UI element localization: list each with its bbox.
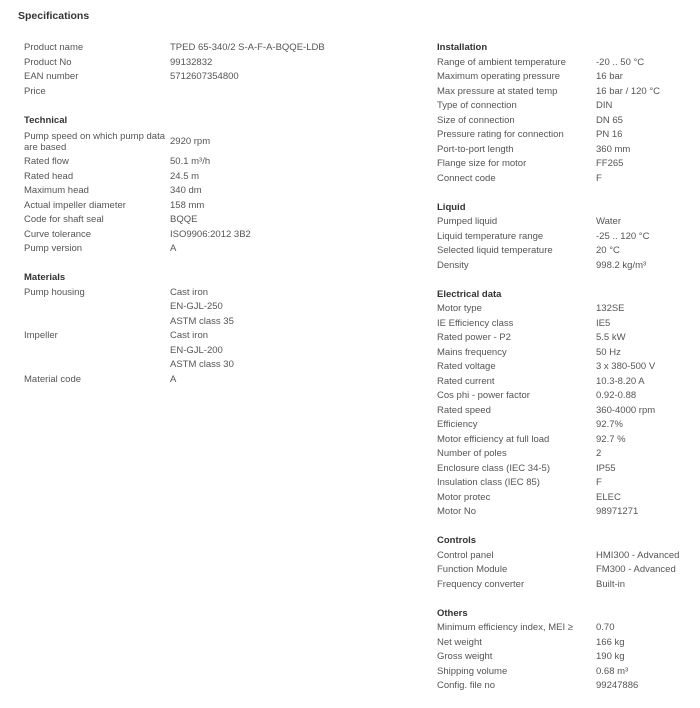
spec-row [24,56,404,71]
spec-row [437,636,699,651]
spec-value: FM300 - Advanced [596,564,676,575]
spec-value: HMI300 - Advanced [596,549,680,561]
spec-row [437,476,699,491]
spec-label: Rated head [24,170,74,182]
spec-value: TPED 65-340/2 S-A-F-A-BQQE-LDB [170,42,325,53]
spec-value: F [596,172,602,184]
spec-label: Motor efficiency at full load [437,433,550,445]
spec-value: 2920 rpm [170,136,211,147]
spec-label: Rated current [437,375,495,387]
spec-value: PN 16 [596,129,623,140]
spec-row [24,242,404,257]
left-spec-column [24,41,404,402]
spec-value: ISO9906:2012 3B2 [170,228,251,240]
spec-value: 92.7% [596,419,623,430]
spec-value: IE5 [596,317,611,329]
page-title: Specifications [18,10,90,22]
spec-label: Selected liquid temperature [437,245,553,256]
spec-label: Maximum head [24,185,89,196]
spec-row [437,563,699,578]
section-title: Installation [437,42,488,53]
spec-row [24,155,404,170]
spec-value: 10.3-8.20 A [596,375,645,387]
spec-value: -20 .. 50 °C [596,56,645,68]
spec-row [437,99,699,114]
spec-value: 5.5 kW [596,332,626,343]
spec-row [437,346,699,361]
spec-value: 132SE [596,303,625,314]
spec-label: Material code [24,373,82,385]
spec-value: 16 bar / 120 °C [596,85,661,97]
spec-value: DIN [596,100,613,111]
spec-row [437,143,699,158]
spec-row [437,302,699,317]
spec-label: Price [24,85,46,97]
spec-label: Gross weight [437,651,493,662]
spec-row [437,114,699,129]
spec-row [437,215,699,230]
spec-value: 50 Hz [596,346,621,358]
spec-label: Curve tolerance [24,228,92,240]
spec-value: Cast iron [170,330,209,341]
spec-value: 20 °C [596,245,620,256]
spec-value: 99132832 [170,56,213,68]
spec-label: Range of ambient temperature [437,56,566,68]
spec-label: Pump version [24,243,83,254]
spec-row [24,70,404,85]
spec-label: Product No [24,56,72,68]
section-technical [24,114,404,257]
spec-label: Net weight [437,636,482,648]
spec-label: Liquid temperature range [437,230,544,242]
spec-row [24,85,404,100]
spec-row [437,375,699,390]
spec-label: Density [437,259,469,271]
spec-value: 340 dm [170,185,202,196]
section-title: Materials [24,272,66,283]
section-general [24,41,404,99]
section-liquid [437,201,699,274]
spec-row [437,462,699,477]
spec-value: ELEC [596,491,621,503]
spec-label: Port-to-port length [437,143,514,155]
section-materials [24,271,404,387]
spec-value: BQQE [170,214,198,225]
spec-row [437,549,699,564]
spec-row [24,128,404,155]
spec-value: F [596,477,602,488]
spec-label: Motor No [437,506,477,517]
spec-value: 166 kg [596,636,625,648]
spec-row [437,244,699,259]
spec-row [24,329,404,373]
spec-row [437,85,699,100]
spec-row [437,56,699,71]
right-spec-column [437,41,699,708]
spec-label: Frequency converter [437,578,525,590]
spec-value: 3 x 380-500 V [596,361,656,372]
spec-value: Cast iron [170,286,209,298]
spec-value: Built-in [596,578,626,590]
spec-value: 5712607354800 [170,71,239,82]
section-title: Controls [437,535,477,546]
spec-label: Efficiency [437,419,478,430]
spec-label: Mains frequency [437,346,507,358]
spec-label: Connect code [437,172,496,184]
spec-row [437,621,699,636]
spec-value: ASTM class 30 [170,359,234,370]
spec-label: Rated speed [437,404,491,416]
spec-row [437,389,699,404]
spec-label: Type of connection [437,100,517,111]
spec-row [437,128,699,143]
spec-value: 0.68 m³ [596,665,629,677]
spec-value: 92.7 % [596,433,626,445]
spec-label: Enclosure class (IEC 34-5) [437,462,550,474]
spec-label: Motor type [437,303,482,314]
spec-row [437,578,699,593]
spec-row [437,360,699,375]
spec-value: Water [596,216,621,227]
section-title: Technical [24,114,68,126]
spec-label: Pump housing [24,286,85,298]
spec-label: Minimum efficiency index, MEI ≥ [437,622,573,633]
spec-row [437,505,699,520]
spec-row [24,199,404,214]
spec-row [437,317,699,332]
spec-label: Actual impeller diameter [24,199,126,211]
spec-row [437,491,699,506]
spec-label: Maximum operating pressure [437,71,561,82]
spec-label: EAN number [24,71,79,82]
spec-value: FF265 [596,158,624,169]
spec-row [24,228,404,243]
spec-label: Motor protec [437,491,491,503]
spec-value: -25 .. 120 °C [596,230,650,242]
spec-row [24,373,404,388]
section-others [437,607,699,694]
spec-label: Pump speed on which pump data are based [24,130,166,153]
motor-no-link[interactable]: 98971271 [596,506,639,517]
spec-row [437,447,699,462]
spec-label: Rated flow [24,156,69,167]
spec-row [437,259,699,274]
spec-label: IE Efficiency class [437,317,514,329]
spec-value: 16 bar [596,71,623,82]
spec-value: 998.2 kg/m³ [596,259,647,271]
spec-row [24,213,404,228]
spec-row [437,665,699,680]
spec-value: 158 mm [170,199,205,211]
spec-label: Impeller [24,330,58,341]
spec-row [24,41,404,56]
spec-value: 2 [596,448,602,459]
spec-label: Rated voltage [437,361,496,372]
spec-row [437,418,699,433]
spec-value: EN-GJL-250 [170,301,223,312]
spec-value: 50.1 m³/h [170,156,211,167]
spec-label: Pumped liquid [437,216,498,227]
section-title: Others [437,607,468,619]
spec-label: Insulation class (IEC 85) [437,477,540,488]
spec-label: Flange size for motor [437,158,527,169]
section-title: Electrical data [437,288,502,300]
spec-row [24,170,404,185]
spec-value: 0.70 [596,622,615,633]
spec-value: DN 65 [596,114,623,126]
section-installation [437,41,699,186]
spec-value: 99247886 [596,680,639,691]
spec-value-list [170,286,234,330]
spec-label: Control panel [437,549,494,561]
spec-value: A [170,373,177,385]
spec-value: 24.5 m [170,170,200,182]
spec-row [24,184,404,199]
spec-row [437,331,699,346]
spec-label: Code for shaft seal [24,214,104,225]
spec-value: A [170,243,177,254]
spec-value-list [170,329,234,373]
spec-value: ASTM class 35 [170,315,234,327]
spec-label: Number of poles [437,448,507,459]
spec-label: Rated power - P2 [437,332,511,343]
section-controls [437,534,699,592]
spec-label: Max pressure at stated temp [437,85,558,97]
spec-value: 190 kg [596,651,625,662]
spec-label: Pressure rating for connection [437,129,564,140]
spec-row [437,404,699,419]
spec-row [24,286,404,330]
spec-value: EN-GJL-200 [170,344,223,356]
spec-label: Shipping volume [437,665,508,677]
spec-row [437,433,699,448]
spec-row [437,230,699,245]
spec-value: 360 mm [596,143,631,155]
spec-label: Product name [24,42,84,53]
spec-value: 0.92-0.88 [596,390,637,401]
spec-row [437,650,699,665]
spec-label: Size of connection [437,114,515,126]
spec-row [437,679,699,694]
spec-label: Config. file no [437,680,496,691]
spec-label: Cos phi - power factor [437,390,530,401]
section-electrical-data [437,288,699,520]
spec-label: Function Module [437,564,508,575]
section-title: Liquid [437,201,466,213]
spec-value: 360-4000 rpm [596,404,656,416]
spec-row [437,157,699,172]
spec-row [437,70,699,85]
spec-row [437,172,699,187]
spec-value: IP55 [596,462,616,474]
